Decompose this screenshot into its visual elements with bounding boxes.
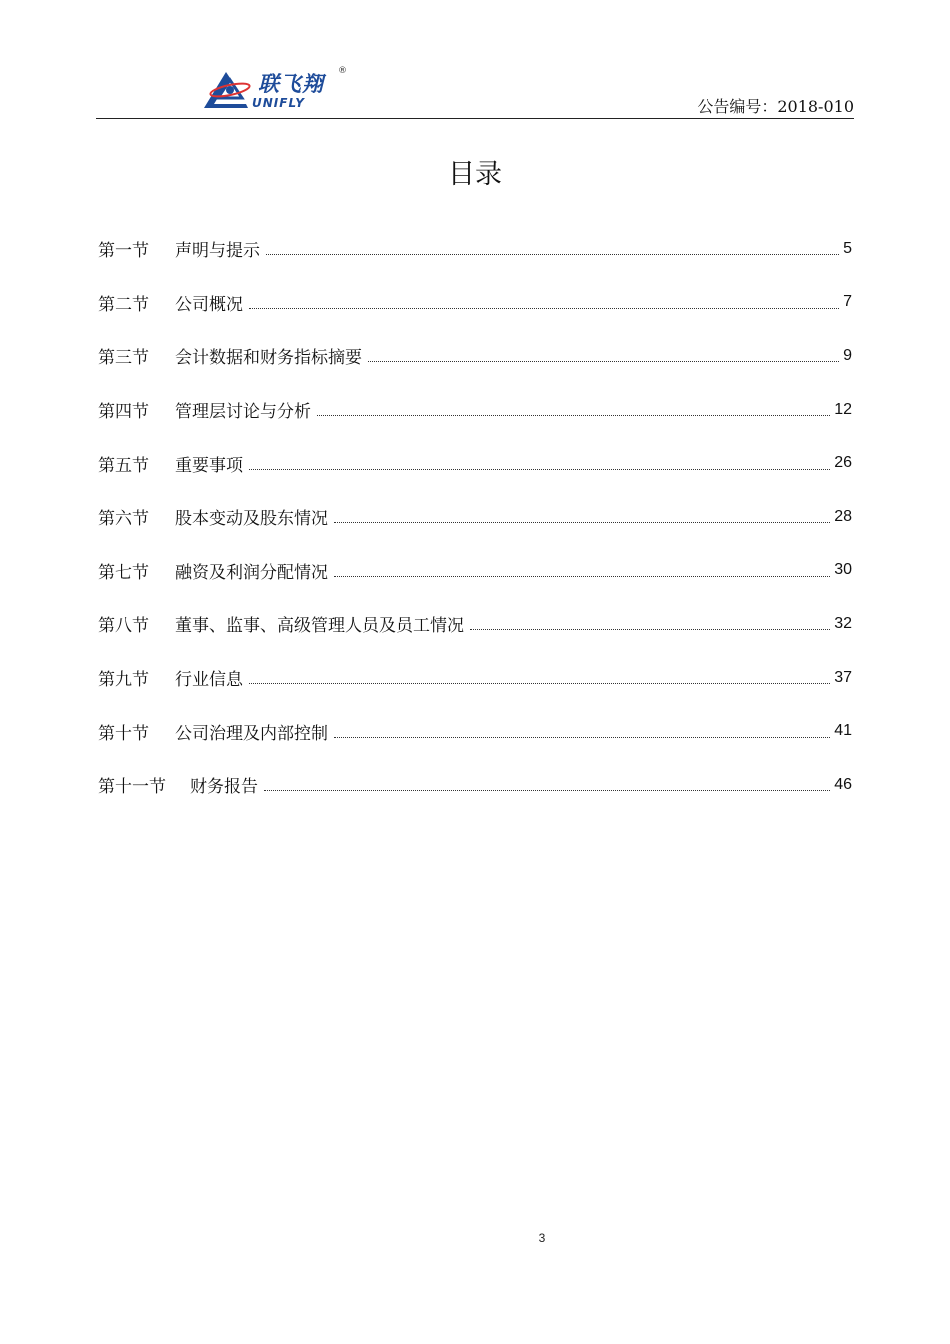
toc-section: 第五节 bbox=[98, 455, 149, 476]
toc-title: 公司治理及内部控制 bbox=[175, 723, 328, 744]
logo-triangle-icon bbox=[200, 68, 252, 112]
toc-page: 28 bbox=[834, 507, 852, 525]
toc-page: 37 bbox=[834, 668, 852, 686]
toc-section: 第四节 bbox=[98, 402, 149, 423]
toc-leader bbox=[249, 308, 839, 309]
table-of-contents bbox=[98, 222, 852, 812]
toc-section: 第十一节 bbox=[98, 777, 166, 798]
page-title: 目录 bbox=[448, 159, 502, 190]
toc-page: 5 bbox=[843, 239, 852, 257]
toc-page: 9 bbox=[843, 346, 852, 364]
page-header bbox=[96, 60, 854, 118]
toc-leader bbox=[334, 737, 830, 738]
toc-section: 第七节 bbox=[98, 562, 149, 583]
toc-title: 声明与提示 bbox=[175, 241, 260, 262]
toc-title: 会计数据和财务指标摘要 bbox=[175, 348, 362, 369]
toc-leader bbox=[249, 683, 830, 684]
toc-leader bbox=[249, 469, 830, 470]
logo-chinese-text: 联飞翔 bbox=[258, 72, 324, 96]
toc-section: 第八节 bbox=[98, 616, 149, 637]
toc-title: 行业信息 bbox=[175, 670, 243, 691]
toc-section: 第九节 bbox=[98, 670, 149, 691]
toc-title: 董事、监事、高级管理人员及员工情况 bbox=[175, 616, 464, 637]
toc-section: 第十节 bbox=[98, 723, 149, 744]
toc-entry[interactable] bbox=[98, 276, 852, 330]
toc-leader bbox=[317, 415, 830, 416]
toc-entry[interactable] bbox=[98, 490, 852, 544]
toc-title: 融资及利润分配情况 bbox=[175, 562, 328, 583]
toc-entry[interactable] bbox=[98, 329, 852, 383]
footer-page-number: 3 bbox=[538, 1231, 546, 1245]
toc-leader bbox=[334, 522, 830, 523]
header-divider bbox=[96, 118, 854, 119]
toc-leader bbox=[368, 361, 839, 362]
toc-leader bbox=[334, 576, 830, 577]
logo-english-text: UNIFLY bbox=[252, 96, 305, 110]
toc-title: 重要事项 bbox=[175, 455, 243, 476]
notice-number bbox=[697, 94, 854, 117]
toc-entry[interactable] bbox=[98, 704, 852, 758]
toc-entry[interactable] bbox=[98, 597, 852, 651]
notice-label: 公告编号： bbox=[697, 97, 778, 116]
company-logo bbox=[200, 66, 360, 116]
toc-entry[interactable] bbox=[98, 651, 852, 705]
toc-entry[interactable] bbox=[98, 436, 852, 490]
toc-leader bbox=[266, 254, 839, 255]
toc-leader bbox=[470, 629, 830, 630]
toc-title: 股本变动及股东情况 bbox=[175, 509, 328, 530]
toc-page: 12 bbox=[834, 400, 852, 418]
toc-page: 41 bbox=[834, 722, 852, 740]
toc-section: 第一节 bbox=[98, 241, 149, 262]
toc-entry[interactable] bbox=[98, 758, 852, 812]
toc-entry[interactable] bbox=[98, 544, 852, 598]
toc-title: 公司概况 bbox=[175, 294, 243, 315]
toc-section: 第六节 bbox=[98, 509, 149, 530]
toc-entry[interactable] bbox=[98, 222, 852, 276]
notice-value: 2018-010 bbox=[777, 97, 854, 116]
toc-page: 46 bbox=[834, 775, 852, 793]
toc-section: 第三节 bbox=[98, 348, 149, 369]
toc-section: 第二节 bbox=[98, 294, 149, 315]
toc-page: 7 bbox=[843, 293, 852, 311]
toc-page: 30 bbox=[834, 561, 852, 579]
toc-page: 32 bbox=[834, 614, 852, 632]
toc-leader bbox=[264, 790, 830, 791]
toc-entry[interactable] bbox=[98, 383, 852, 437]
toc-title: 管理层讨论与分析 bbox=[175, 402, 311, 423]
toc-title: 财务报告 bbox=[190, 777, 258, 798]
toc-page: 26 bbox=[834, 454, 852, 472]
registered-mark: ® bbox=[338, 66, 347, 76]
